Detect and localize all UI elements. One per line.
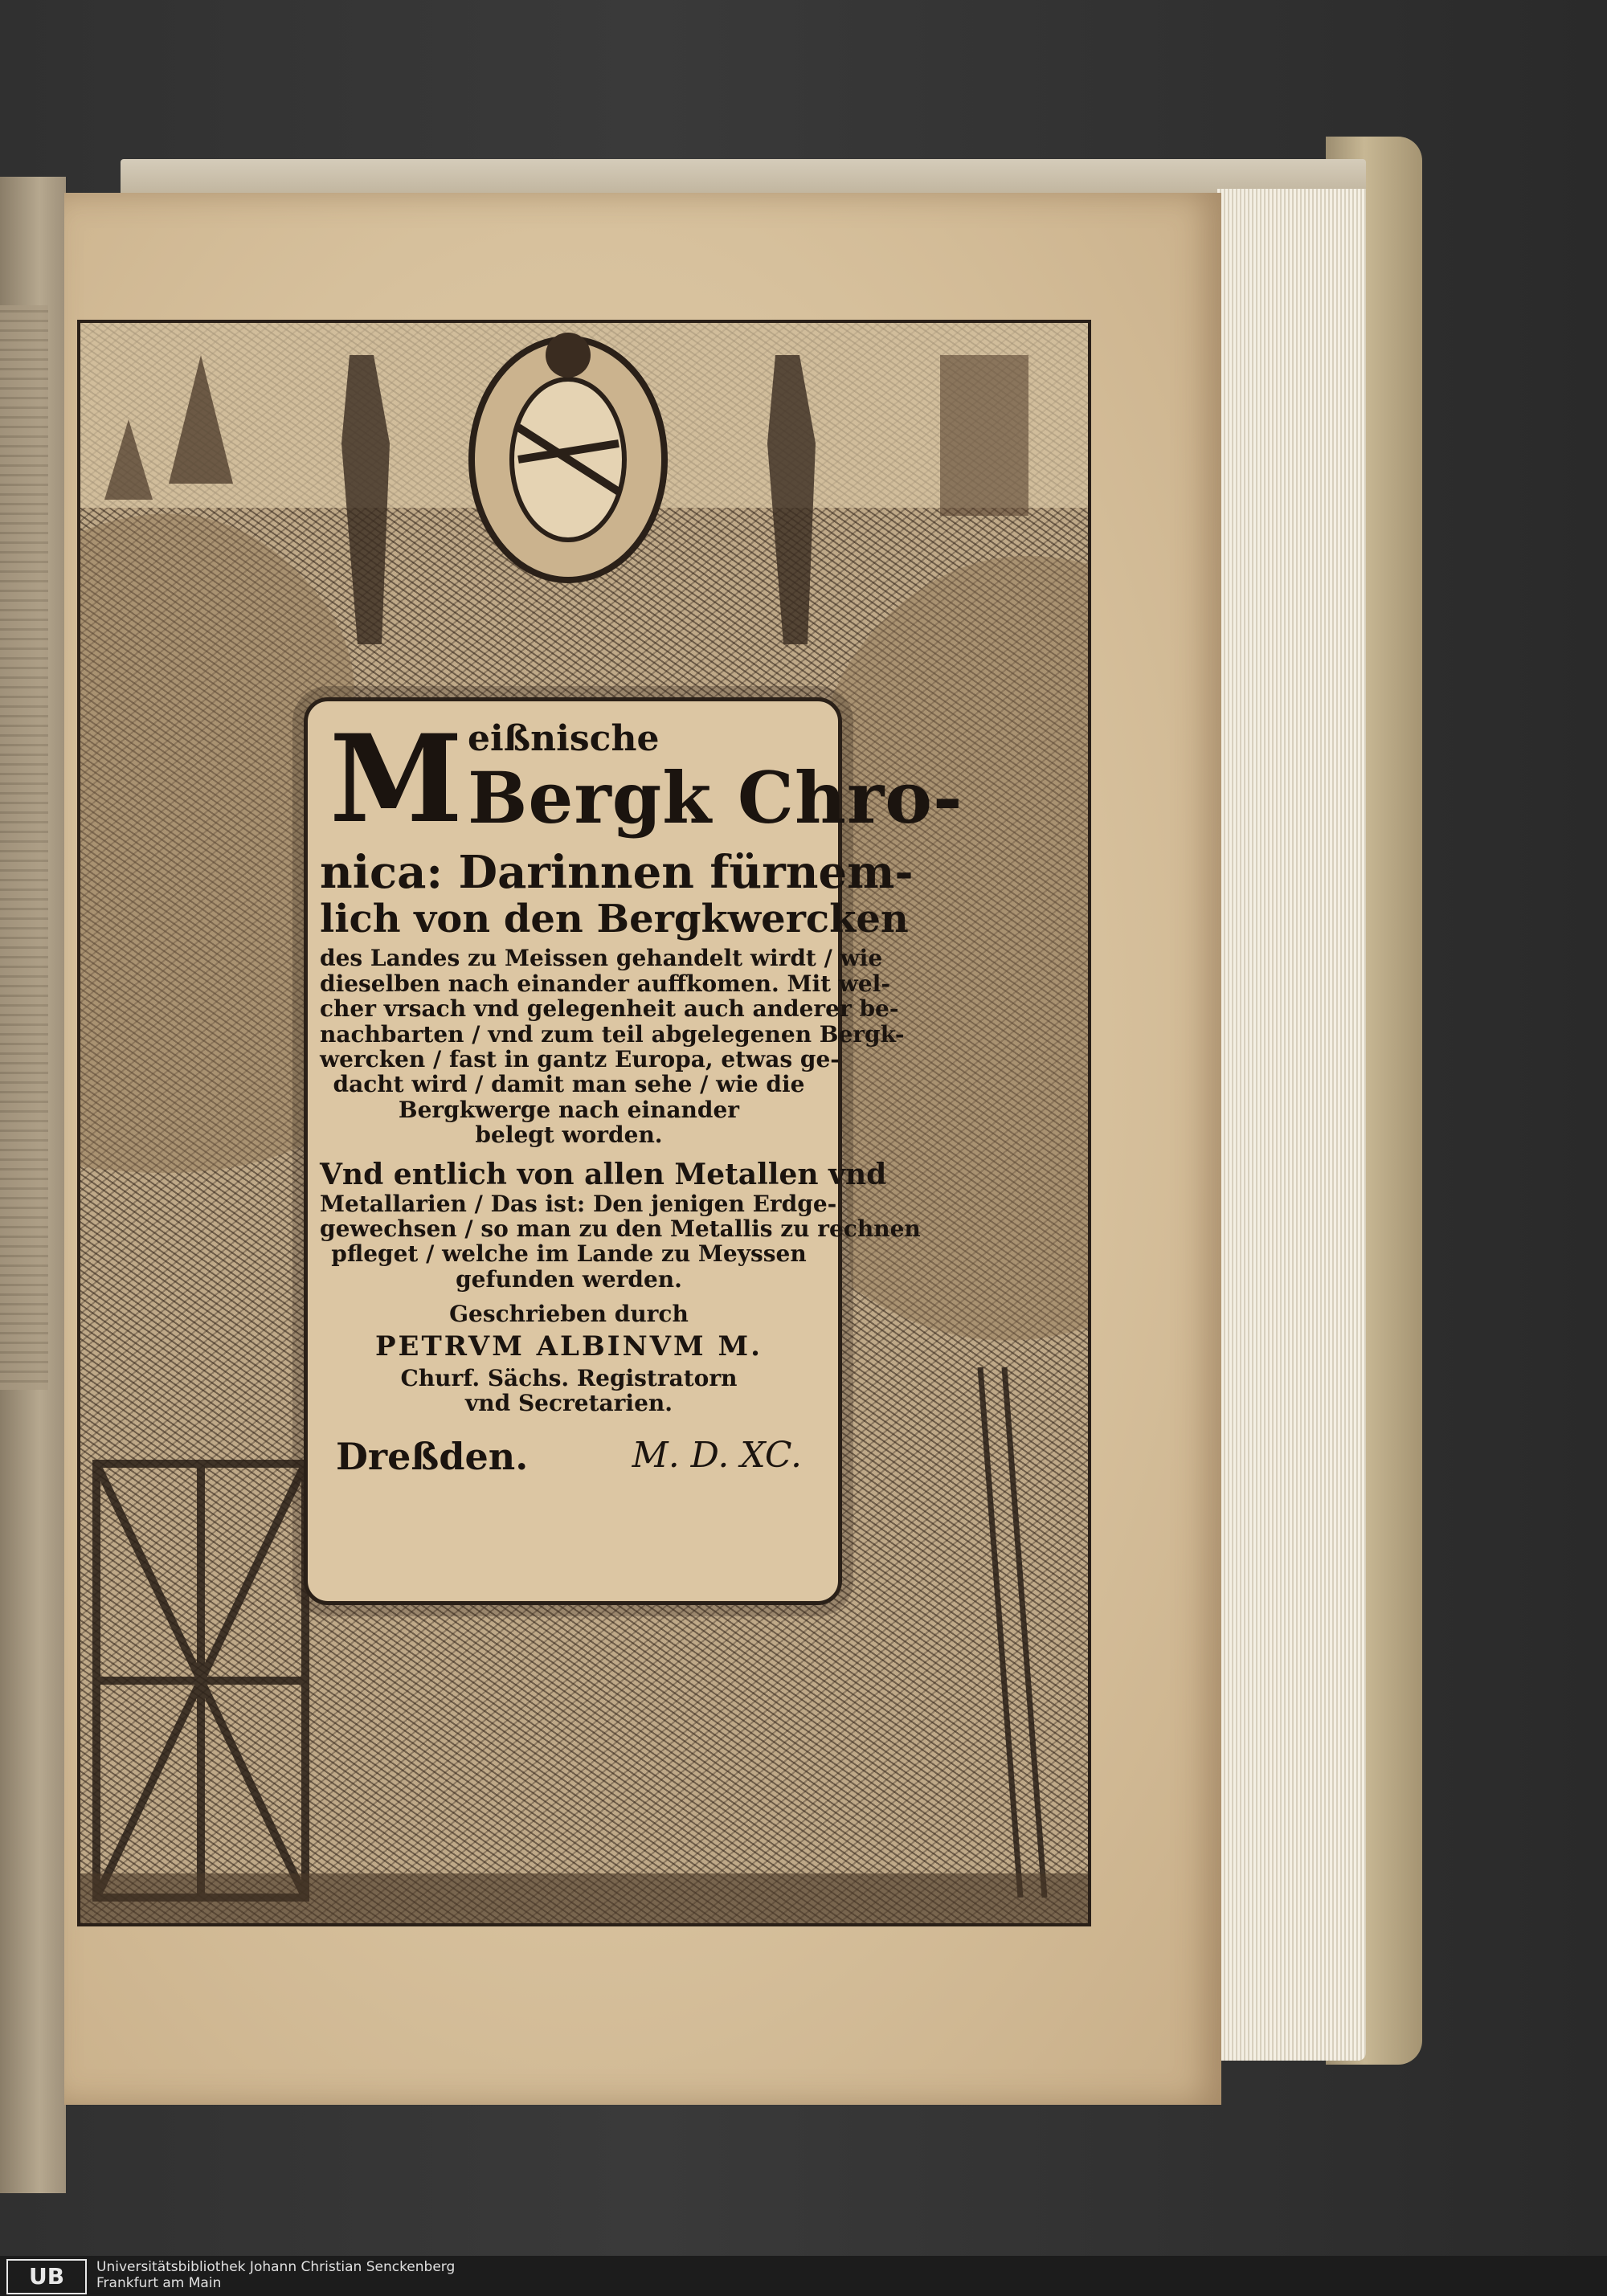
description-line: dacht wird / damit man sehe / wie die [333, 1071, 805, 1098]
second-part-line: Vnd entlich von allen Metallen vnd [320, 1158, 887, 1192]
description-line: des Landes zu Meissen gehandelt wirdt / wie [320, 945, 883, 972]
mine-headframe [96, 1464, 305, 1898]
author-office-line: vnd Secretarien. [465, 1389, 673, 1416]
left-page-text-remnant [0, 305, 48, 1390]
imprint-year: M. D. XC. [632, 1435, 802, 1477]
smelting-hut [940, 355, 1028, 516]
description-line: cher vrsach vnd gelegenheit auch anderer be- [320, 995, 899, 1023]
second-part-paragraph [320, 1158, 921, 1293]
title-dropcap: M [329, 709, 464, 850]
title-line-2: Bergk Chro- [468, 756, 963, 840]
title-line-3: nica: Darinnen fürnem- [320, 846, 914, 899]
description-line: dieselben nach einander auffkomen. Mit wel- [320, 970, 890, 997]
footer-city: Frankfurt am Main [96, 2275, 222, 2291]
author-name: PETRVM ALBINVM M. [374, 1330, 763, 1363]
library-logo[interactable]: UB [6, 2259, 87, 2294]
description-line: Bergkwerge nach einander [398, 1096, 740, 1123]
footer-institution: Universitätsbibliothek Johann Christian Senckenberg [96, 2259, 456, 2275]
title-line-1: eißnische [468, 718, 660, 759]
title-block [320, 709, 963, 1571]
second-part-line: Metallarien / Das ist: Den jenigen Erdge- [320, 1190, 837, 1217]
description-line: wercken / fast in gantz Europa, etwas ge- [320, 1045, 840, 1072]
description-line: belegt worden. [475, 1121, 663, 1148]
title-line-4: lich von den Bergkwercken [320, 896, 909, 942]
second-part-line: gefunden werden. [456, 1265, 682, 1293]
second-part-line: pfleget / welche im Lande zu Meyssen [331, 1240, 807, 1268]
description-paragraph [320, 945, 905, 1148]
page-edge-stack [1217, 189, 1366, 2061]
mask-ornament [546, 333, 591, 378]
second-part-line: gewechsen / so man zu den Metallis zu rechnen [320, 1215, 921, 1243]
footer-credit [96, 2259, 455, 2291]
mine-ladder [980, 1367, 1045, 1898]
woodcut-ground [80, 1873, 1088, 1923]
author-office-line: Churf. Sächs. Registratorn [400, 1364, 738, 1391]
description-line: nachbarten / vnd zum teil abgelegenen Bergk- [320, 1020, 905, 1048]
imprint [320, 1435, 818, 1478]
written-by: Geschrieben durch [449, 1301, 689, 1328]
imprint-place: Dreßden. [336, 1435, 529, 1479]
cover-top-edge [121, 159, 1366, 198]
